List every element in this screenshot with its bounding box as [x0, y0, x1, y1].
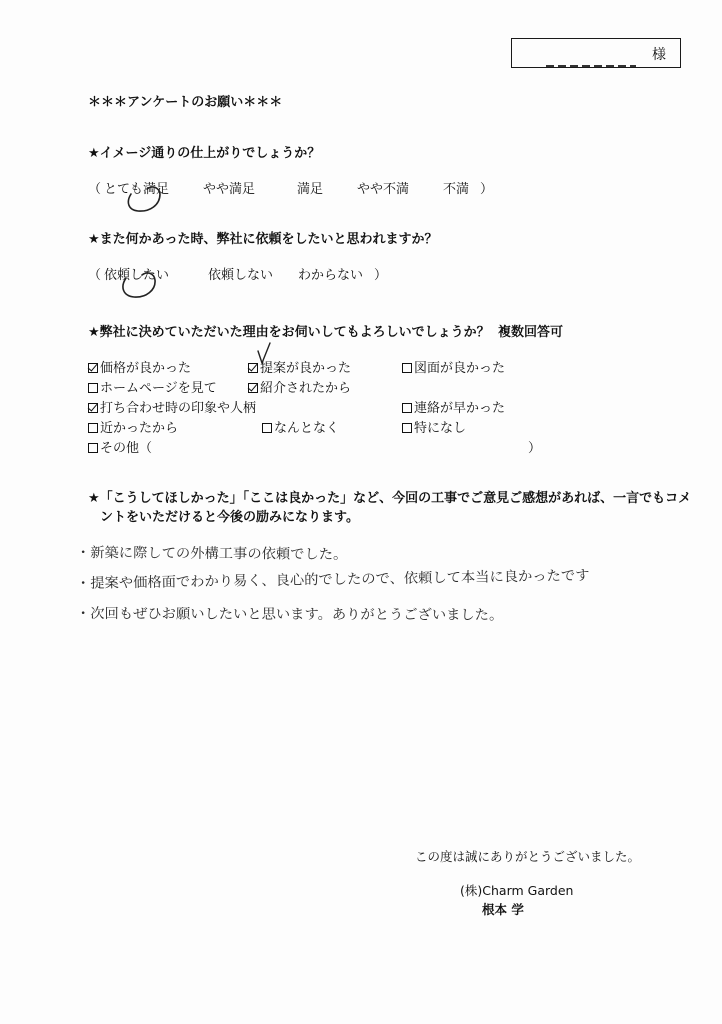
- checkbox[interactable]: [402, 423, 412, 433]
- q4-question-line-2: ントをいただけると今後の励みになります。: [100, 510, 359, 525]
- q3-choice-nearby[interactable]: [88, 421, 178, 437]
- q3-choice-referral[interactable]: [248, 381, 351, 397]
- q3-multiple-answer-note: 複数回答可: [498, 325, 564, 340]
- q3-choice-label: なんとなく: [274, 421, 340, 436]
- q2-option-will-not-request[interactable]: 依頼しない: [208, 268, 274, 283]
- handwritten-comment-line-1: ・新築に際しての外構工事の依頼でした。: [75, 545, 348, 563]
- q1-option-somewhat-dissatisfied[interactable]: やや不満: [357, 182, 410, 197]
- q3-choice-label: 図面が良かった: [414, 361, 506, 376]
- q3-choice-label: その他（: [100, 441, 153, 456]
- q1-open-paren: （: [88, 182, 102, 197]
- q1-close-paren: ）: [480, 182, 494, 197]
- q3-choice-impression[interactable]: [88, 401, 256, 417]
- checkbox[interactable]: [402, 363, 412, 373]
- q3-choice-drawings[interactable]: [402, 361, 505, 377]
- q3-choice-no-reason[interactable]: [262, 421, 339, 437]
- q3-question: ★弊社に決めていただいた理由をお伺いしてもよろしいでしょうか？: [88, 325, 490, 340]
- q3-choice-label: 提案が良かった: [260, 361, 352, 376]
- q2-question: ★また何かあった時、弊社に依頼をしたいと思われますか？: [88, 232, 438, 247]
- checkbox-checked[interactable]: [88, 403, 98, 413]
- q2-option-want-to-request[interactable]: 依頼したい: [104, 268, 170, 283]
- checkbox-checked[interactable]: [248, 383, 258, 393]
- checkbox[interactable]: [88, 423, 98, 433]
- closing-thanks: この度は誠にありがとうございました。: [415, 849, 641, 864]
- checkbox-checked[interactable]: [248, 363, 258, 373]
- q1-option-dissatisfied[interactable]: 不満: [443, 182, 470, 197]
- q2-option-unsure[interactable]: わからない: [298, 268, 364, 283]
- checkbox[interactable]: [88, 443, 98, 453]
- q3-choice-label: 紹介されたから: [260, 381, 352, 396]
- q1-option-satisfied[interactable]: 満足: [297, 182, 324, 197]
- q1-question: ★イメージ通りの仕上がりでしょうか？: [88, 146, 321, 161]
- q2-close-paren: ）: [374, 268, 388, 283]
- q3-choice-label: 打ち合わせ時の印象や人柄: [100, 401, 257, 416]
- q3-choice-proposal[interactable]: [248, 361, 351, 377]
- q3-choice-label: 価格が良かった: [100, 361, 192, 376]
- checkbox[interactable]: [262, 423, 272, 433]
- checkbox-checked[interactable]: [88, 363, 98, 373]
- handwritten-comment-line-3: ・次回もぜひお願いしたいと思います。ありがとうございました。: [75, 606, 504, 624]
- q3-choice-homepage[interactable]: [88, 381, 217, 397]
- handwritten-comment-line-2: ・提案や価格面でわかり易く、良心的でしたので、依頼して本当に良かったです: [75, 567, 590, 592]
- recipient-name-box: [511, 38, 681, 68]
- q3-choice-nothing[interactable]: [402, 421, 466, 437]
- checkbox[interactable]: [402, 403, 412, 413]
- q4-question-line-1: ★「こうしてほしかった」「ここは良かった」など、今回の工事でご意見ご感想があれば、一言でもコメ: [88, 491, 692, 506]
- q3-choice-fast-contact[interactable]: [402, 401, 505, 417]
- checkbox[interactable]: [88, 383, 98, 393]
- q3-other-close-paren: ）: [528, 441, 542, 456]
- q3-choice-label: 近かったから: [100, 421, 179, 436]
- q3-choice-label: 特になし: [414, 421, 467, 436]
- q3-choice-label: 連絡が早かった: [414, 401, 506, 416]
- recipient-honorific: 様: [652, 47, 666, 63]
- q1-option-very-satisfied[interactable]: とても満足: [104, 182, 170, 197]
- q3-proposal-extra-tick-mark: [258, 343, 270, 363]
- q3-choice-label: ホームページを見て: [100, 381, 217, 396]
- staff-name: 根本 学: [482, 902, 524, 917]
- redacted-name-line: [546, 65, 636, 67]
- q3-choice-price[interactable]: [88, 361, 191, 377]
- q1-option-somewhat-satisfied[interactable]: やや満足: [203, 182, 256, 197]
- q3-choice-other[interactable]: [88, 441, 152, 457]
- q2-open-paren: （: [88, 268, 102, 283]
- company-name: (株)Charm Garden: [460, 883, 574, 898]
- survey-title: ＊＊＊アンケートのお願い＊＊＊: [88, 95, 283, 110]
